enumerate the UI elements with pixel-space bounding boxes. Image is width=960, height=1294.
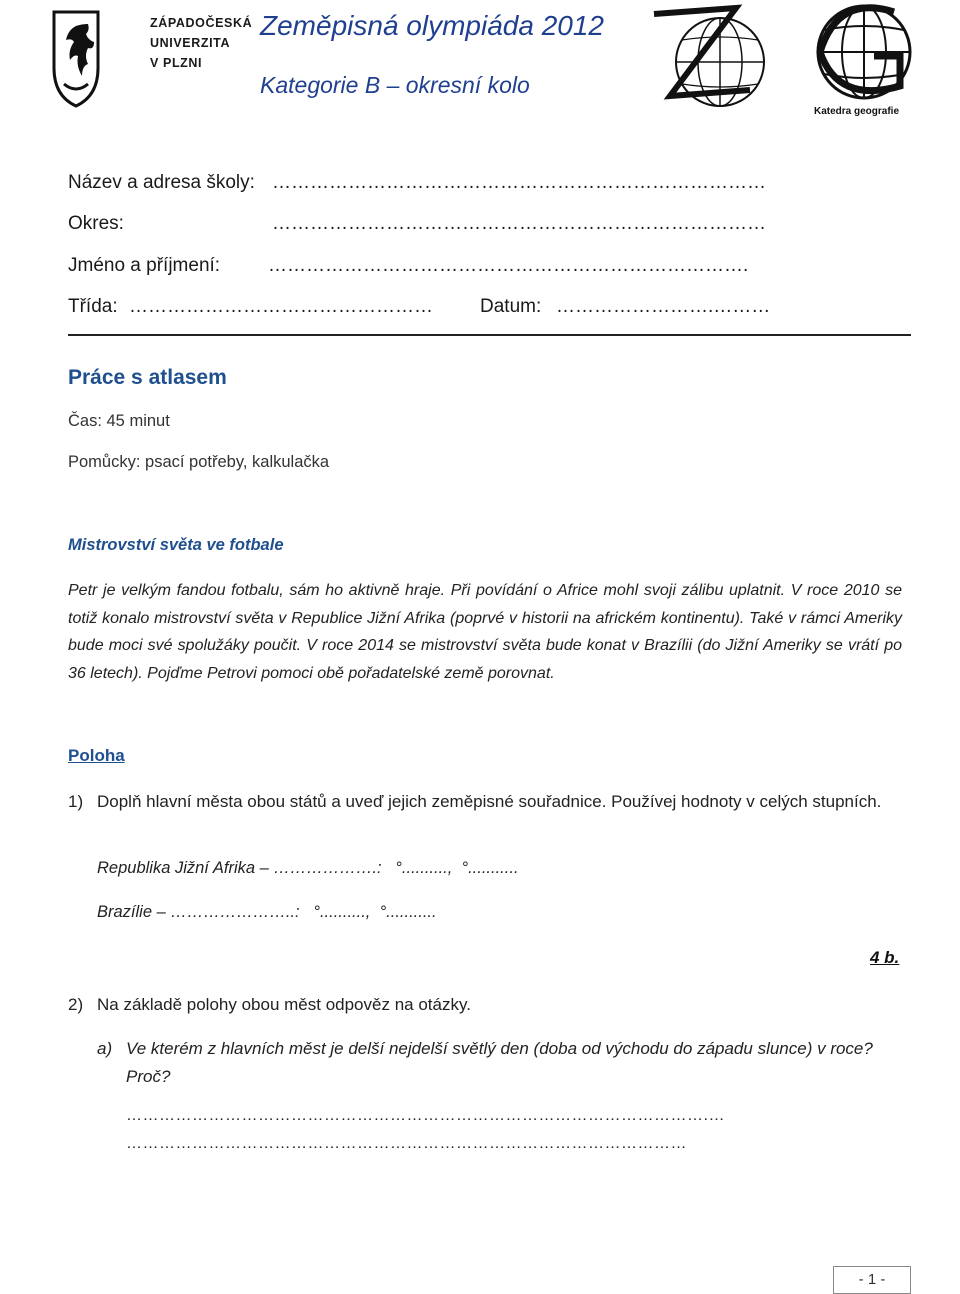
district-label: Okres: (68, 213, 124, 234)
q1-answer-brazil[interactable]: Brazílie – …………………..: °.........., °........... (97, 903, 437, 921)
q2a-answer-line2[interactable]: ………………………………………………………………………………………… (126, 1135, 687, 1152)
department-logo (808, 0, 920, 122)
department-logo-letter (808, 0, 809, 1)
class-label: Třída: (68, 296, 118, 317)
date-field[interactable]: …………………….……… (556, 296, 771, 317)
q2-number: 2) (68, 995, 84, 1014)
department-label: Katedra geografie (814, 106, 900, 117)
school-field[interactable]: …………………………………………………………………… (272, 172, 766, 193)
name-label: Jméno a příjmení: (68, 255, 221, 276)
district-field[interactable]: …………………………………………………………………… (272, 213, 766, 234)
page-subtitle: Kategorie B – okresní kolo (260, 72, 530, 98)
q2a-answer-line1[interactable]: …………………………………………………………………………………………….… (126, 1107, 725, 1124)
intro-subtitle: Mistrovství světa ve fotbale (68, 536, 284, 554)
q2a-text: Ve kterém z hlavních měst je delší nejdelší světlý den (doba od východu do západu slunce) v roce? Proč? (126, 1039, 873, 1086)
name-field[interactable]: …………………………………………………………………. (268, 255, 749, 276)
q1-text: Doplň hlavní města obou států a uveď jejich zeměpisné souřadnice. Používej hodnoty v celých stupních. (97, 792, 882, 811)
olympiad-logo (640, 0, 775, 120)
intro-paragraph: Petr je velkým fandou fotbalu, sám ho aktivně hraje. Při povídání o Africe mohl svoji zálibu uplatnit. V roce 2010 se totiž konalo mistrovství světa v Republice Jižní Afrika (poprvé v historii na africkém kontinentu). Také v rámci Ameriky bude moci své spolužáky poučit. V roce 2014 se mistrovství světa bude konat v Brazílii (do Jižní Ameriky se vrátí po 36 letech). Pojďme Petrovi pomoci obě pořadatelské země porovnat. (68, 582, 902, 682)
date-label: Datum: (480, 296, 542, 317)
q1-points: 4 b. (870, 948, 900, 967)
page-title: Zeměpisná olympiáda 2012 (260, 10, 604, 41)
school-label: Název a adresa školy: (68, 172, 255, 193)
university-name-line2: UNIVERZITA (150, 36, 231, 50)
globe-icon (640, 0, 775, 120)
department-globe-icon (808, 0, 920, 104)
page-number: - 1 - (833, 1266, 911, 1294)
time-info: Čas: 45 minut (68, 412, 170, 430)
university-crest-icon (52, 8, 100, 108)
q2-text: Na základě polohy obou měst odpověz na otázky. (97, 995, 471, 1014)
class-field[interactable]: ………………………………………… (129, 296, 433, 317)
form-divider (68, 334, 911, 336)
university-name-line1: ZÁPADOČESKÁ (150, 16, 253, 30)
poloha-heading: Poloha (68, 746, 125, 765)
aids-info: Pomůcky: psací potřeby, kalkulačka (68, 453, 330, 471)
q2a-letter: a) (97, 1039, 113, 1058)
q1-answer-rja[interactable]: Republika Jižní Afrika – ……………….: °.........., °........... (97, 859, 519, 877)
university-name-line3: V PLZNI (150, 56, 203, 70)
section-title: Práce s atlasem (68, 366, 227, 389)
olympiad-logo-letters (640, 0, 641, 1)
university-logo (52, 8, 252, 108)
q1-number: 1) (68, 792, 84, 811)
